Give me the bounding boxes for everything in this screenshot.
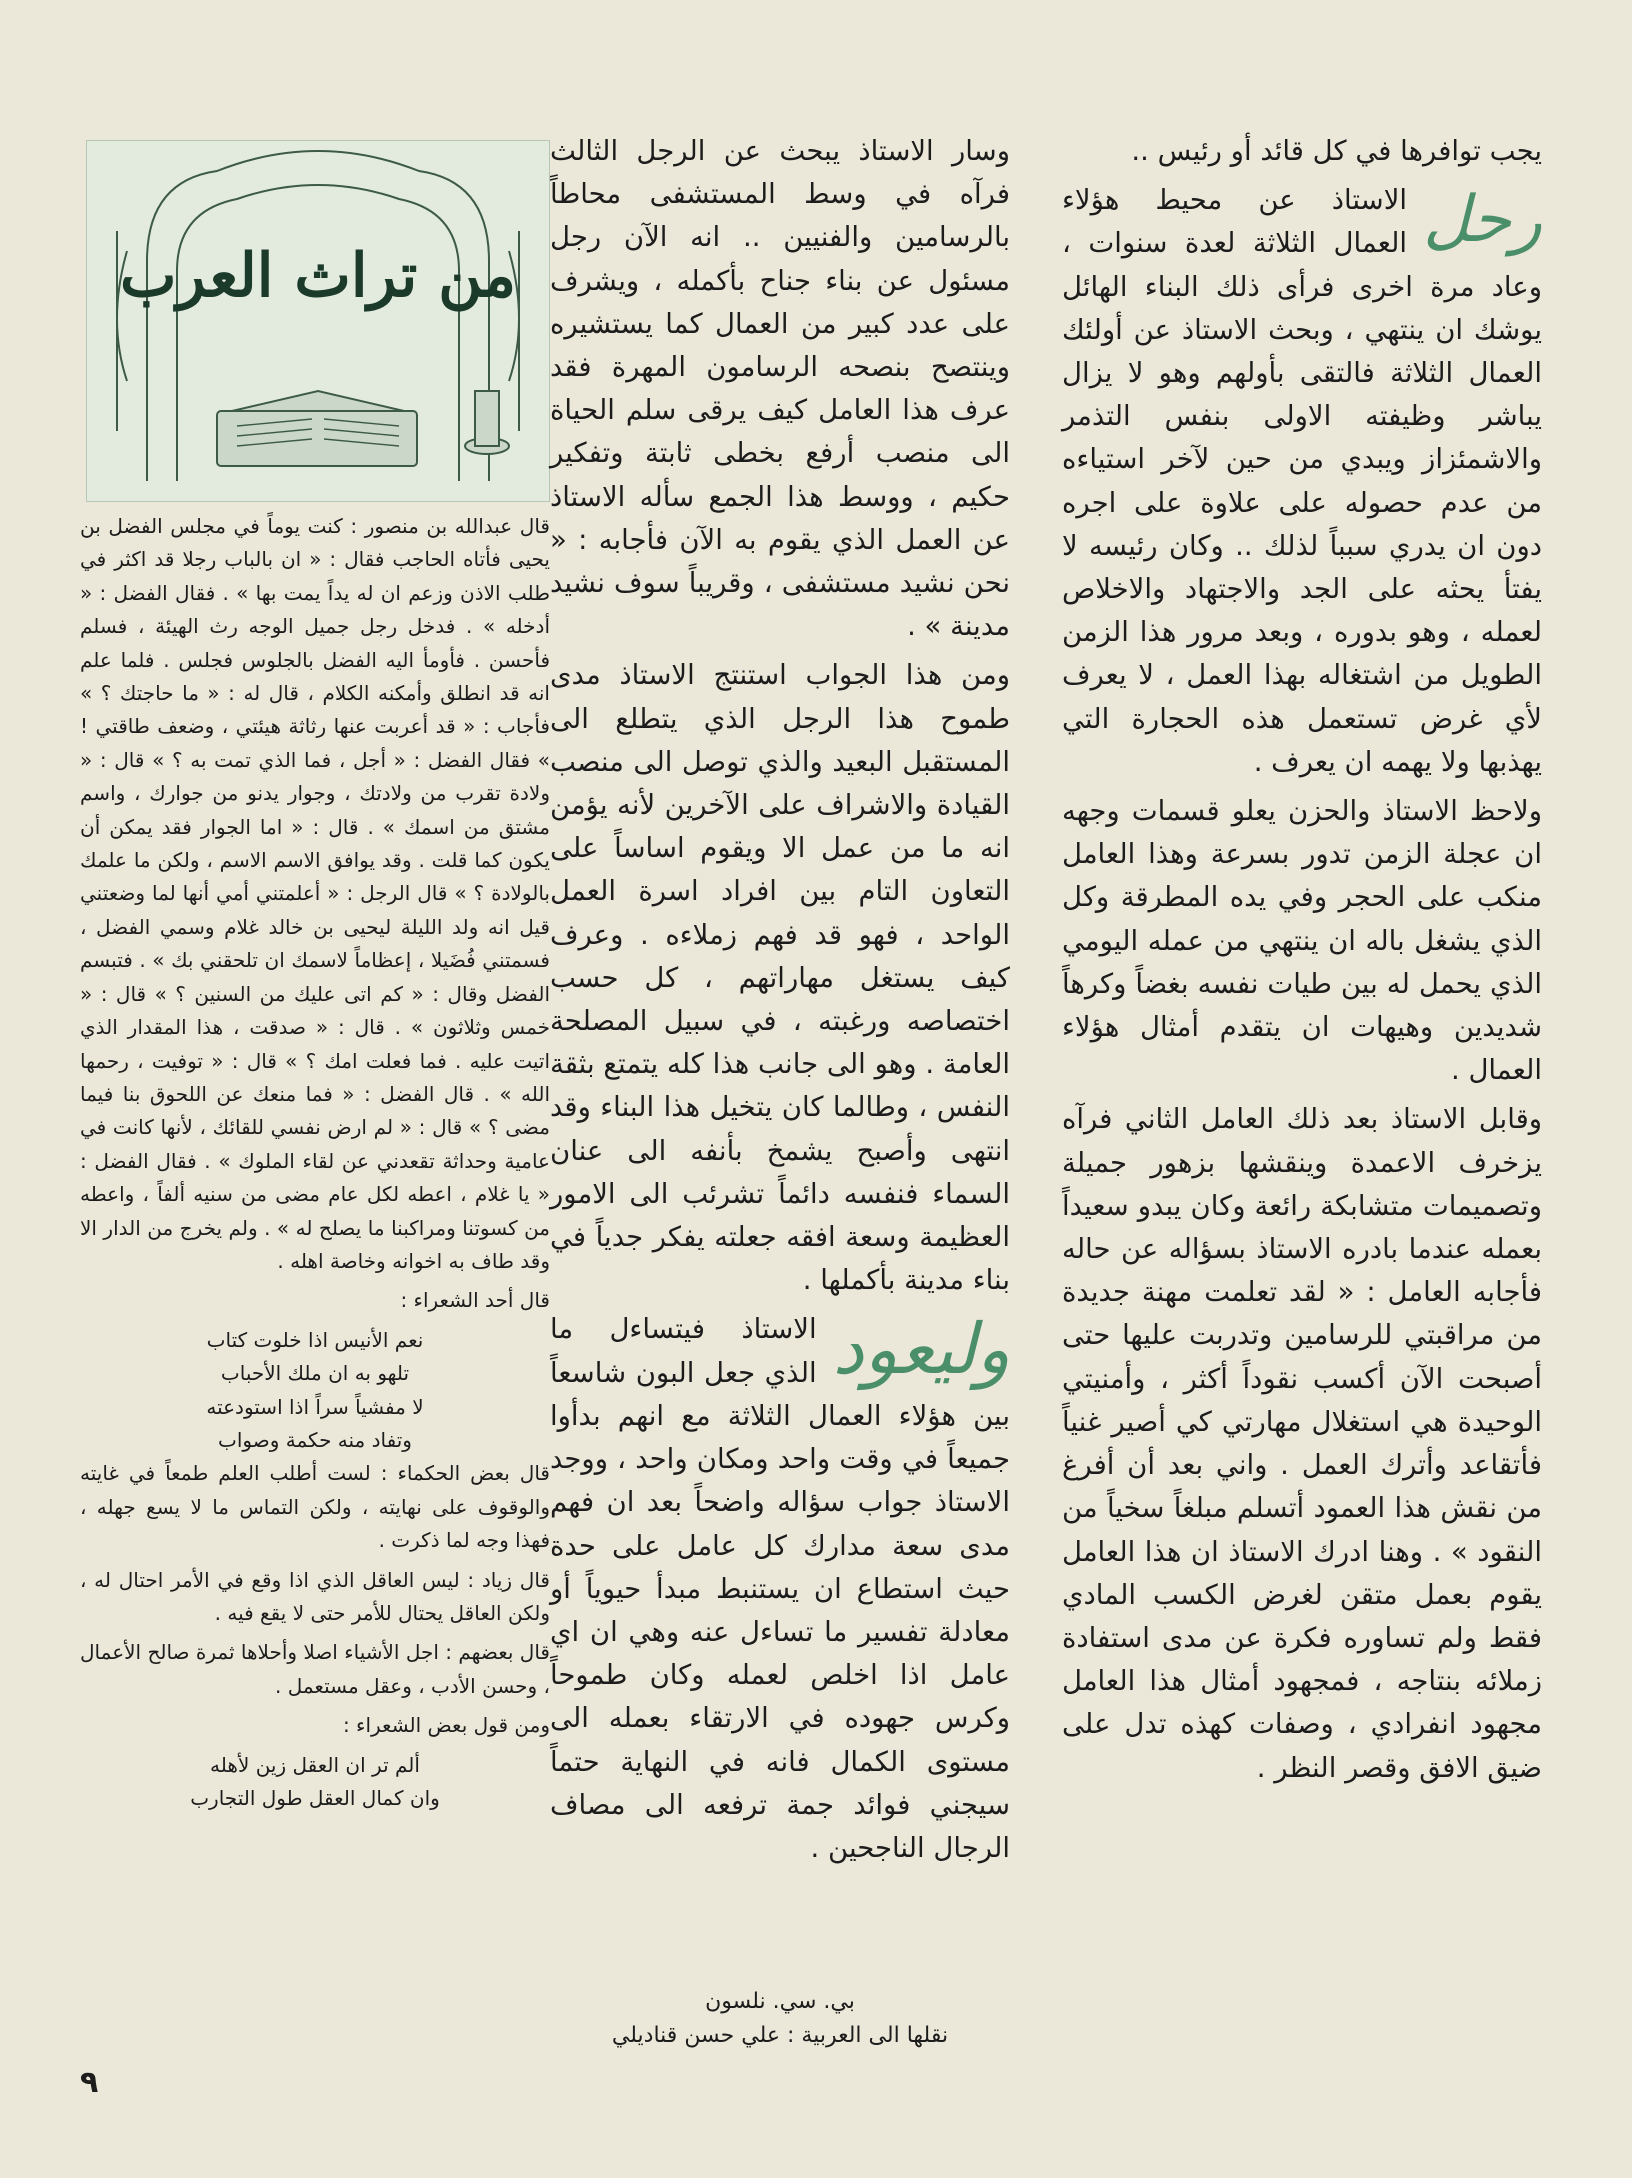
paragraph: الاستاذ عن محيط هؤلاء العمال الثلاثة لعدة سنوات ، وعاد مرة اخرى فرأى ذلك البناء الهائل يوشك ان ينتهي ، وبحث الاستاذ عن أولئك العمال الثلاثة فالتقى بأولهم وهو لا يزال يباشر وظيفته الاولى بنفس التذمر والاشمئزاز ويبدي من حين لآخر استياءه من عدم حصوله على علاوة على اجره دون ان يدري سبباً لذلك .. وكان رئيسه لا يفتأ يحثه على الجد والاجتهاد والاخلاص لعمله ، وهو بدوره ، وبعد مرور هذا الزمن الطويل من اشتغاله بهذا العمل ، لا يعرف لأي غرض تستعمل هذه الحجارة التي يهذبها ولا يهمه ان يعرف . (1062, 184, 1542, 778)
article-column-right (1062, 130, 1542, 1796)
article-credits (550, 1985, 1010, 2053)
paragraph-with-dropcap (550, 1308, 1010, 1870)
saying-paragraph: قال زياد : ليس العاقل الذي اذا وقع في الأمر احتال له ، ولكن العاقل يحتال للأمر حتى لا يقع فيه . (80, 1567, 550, 1625)
verse-line: وان كمال العقل طول التجارب (190, 1786, 440, 1811)
verse-line: لا مفشياً سراً اذا استودعته (206, 1394, 424, 1419)
page-number: ٩ (80, 2065, 99, 2100)
paragraph-with-dropcap (1062, 179, 1542, 784)
poet-intro: قال أحد الشعراء : (400, 1288, 550, 1313)
paragraph: الاستاذ فيتساءل ما الذي جعل البون شاسعاً بين هؤلاء العمال الثلاثة مع انهم بدأوا جميعاً في وقت واحد ومكان واحد ، ووجد الاستاذ جواب سؤاله واضحاً بعد ان فهم مدى سعة مدارك كل عامل على حدة حيث استطاع ان يستنبط مبدأ حيوياً أو معادلة تفسير ما تساءل عنه وهي ان اي عامل اذا اخلص لعمله وكان طموحاً وكرس جهوده في الارتقاء بعمله الى مستوى الكمال فانه في النهاية حتماً سيجني فوائد جمة ترفعه الى مصاف الرجال الناجحين . (550, 1313, 1010, 1864)
paragraph: وقابل الاستاذ بعد ذلك العامل الثاني فرآه يزخرف الاعمدة وينقشها بزهور جميلة وتصميمات متشابكة رائعة وكان يبدو سعيداً بعمله عندما بادره الاستاذ بسؤاله عن حاله فأجابه العامل : « لقد تعلمت مهنة جديدة من مراقبتي للرسامين وتدربت عليها حتى أصبحت الآن أكسب نقوداً أكثر ، وأمنيتي الوحيدة هي استغلال مهارتي كي أصير غنياً فأتقاعد وأترك العمل . واني بعد أن أفرغ من نقش هذا العمود أتسلم مبلغاً سخياً من النقود » . وهنا ادرك الاستاذ ان هذا العامل يقوم بعمل متقن لغرض الكسب المادي فقط ولم تساوره فكرة عن مدى استفادة زملائه بنتاجه ، فمجهود أمثال هذا العامل مجهود انفرادي ، وصفات كهذه تدل على ضيق الافق وقصر النظر . (1062, 1103, 1542, 1784)
dropcap-word: رحل (1423, 183, 1542, 258)
poet-intro: ومن قول بعض الشعراء : (342, 1713, 550, 1738)
section-title: من تراث العرب (119, 241, 517, 311)
author-name: بي. سي. نلسون (705, 1989, 855, 2014)
saying-paragraph: قال بعضهم : اجل الأشياء اصلا وأحلاها ثمرة صالح الأعمال ، وحسن الأدب ، وعقل مستعمل . (80, 1640, 550, 1698)
column-lead-line: يجب توافرها في كل قائد أو رئيس .. (1131, 135, 1542, 167)
paragraph: وسار الاستاذ يبحث عن الرجل الثالث فرآه في وسط المستشفى محاطاً بالرسامين والفنيين .. انه الآن رجل مسئول عن بناء جناح بأكمله ، ويشرف على عدد كبير من العمال كما يستشيره وينتصح بنصحه الرسامون المهرة فقد عرف هذا العامل كيف يرقى سلم الحياة الى منصب أرفع بخطى ثابتة وتفكير حكيم ، ووسط هذا الجمع سأله الاستاذ عن العمل الذي يقوم به الآن فأجابه : « نحن نشيد مستشفى ، وقريباً سوف نشيد مدينة » . (550, 135, 1010, 643)
section-heading-illustration (86, 140, 550, 502)
dropcap-word: وليعود (832, 1308, 1010, 1391)
verse-line: وتفاد منه حكمة وصواب (218, 1427, 412, 1452)
heritage-column (80, 510, 550, 1815)
verse-line: ألم تر ان العقل زين لأهله (210, 1752, 420, 1777)
verse-line: تلهو به ان ملك الأحباب (220, 1361, 410, 1386)
article-column-middle (550, 130, 1010, 1876)
translator-credit: نقلها الى العربية : علي حسن قناديلي (611, 2023, 949, 2048)
anecdote-paragraph: قال عبدالله بن منصور : كنت يوماً في مجلس الفضل بن يحيى فأتاه الحاجب فقال : « ان بالباب رجلا قد اكثر في طلب الاذن وزعم ان له يداً يمت بها » . فقال الفضل : « أدخله » . فدخل رجل جميل الوجه رث الهيئة ، فسلم فأحسن . فأومأ اليه الفضل بالجلوس فجلس . فلما علم انه قد انطلق وأمكنه الكلام ، قال له : « ما حاجتك ؟ » فأجاب : « قد أعربت عنها رثاثة هيئتي ، وضعف طاقتي ! » فقال الفضل : « أجل ، فما الذي تمت به ؟ » قال : « ولادة تقرب من ولادتك ، وجوار يدنو من جوارك ، واسم مشتق من اسمك » . قال : « اما الجوار فقد يمكن أن يكون كما قلت . وقد يوافق الاسم الاسم ، ولكن ما علمك بالولادة ؟ » قال الرجل : « أعلمتني أمي أنها لما وضعتني قيل انه ولد الليلة ليحيى بن خالد غلام وسمي الفضل ، فسمتني فُضَيلا ، إعظاماً لاسمك ان تلحقني بك » . فتبسم الفضل وقال : « كم اتى عليك من السنين ؟ » قال : « خمس وثلاثون » . قال : « صدقت ، هذا المقدار الذي اتيت عليه . فما فعلت امك ؟ » قال : « توفيت ، رحمها الله » . قال الفضل : « فما منعك عن اللحوق بنا فيما مضى ؟ » قال : « لم ارض نفسي للقائك ، لأنها كانت في عامية وحداثة تقعدني عن لقاء الملوك » . فقال الفضل : « يا غلام ، اعطه لكل عام مضى من سنيه ألفاً ، واعطه من كسوتنا ومراكبنا ما يصلح له » . ولم يخرج من الدار الا وقد طاف به اخوانه وخاصة اهله . (80, 514, 550, 1273)
verse-line: نعم الأنيس اذا خلوت كتاب (206, 1327, 424, 1352)
saying-paragraph: قال بعض الحكماء : لست أطلب العلم طمعاً في غايته والوقوف على نهايته ، ولكن التماس ما لا يسع جهله ، فهذا وجه لما ذكرت . (80, 1461, 550, 1553)
arch-lantern-illustration (87, 141, 549, 501)
paragraph: ومن هذا الجواب استنتج الاستاذ مدى طموح هذا الرجل الذي يتطلع الى المستقبل البعيد والذي توصل الى منصب القيادة والاشراف على الآخرين لأنه يؤمن انه ما من عمل الا ويقوم اساساً على التعاون التام بين افراد اسرة العمل الواحد ، فهو قد فهم زملاءه . وعرف كيف يستغل مهاراتهم ، كل حسب اختصاصه ورغبته ، في سبيل المصلحة العامة . وهو الى جانب هذا كله يتمتع بثقة النفس ، وطالما كان يتخيل هذا البناء وقد انتهى وأصبح يشمخ بأنفه الى عنان السماء فنفسه دائماً تشرئب الى الامور العظيمة وسعة افقه جعلته يفكر جدياً في بناء مدينة بأكملها . (550, 659, 1010, 1297)
paragraph: ولاحظ الاستاذ والحزن يعلو قسمات وجهه ان عجلة الزمن تدور بسرعة وهذا العامل منكب على الحجر وفي يده المطرقة وكل الذي يشغل باله ان ينتهي من عمله اليومي الذي يحمل له بين طيات نفسه بغضاً وكرهاً شديدين وهيهات ان يتقدم أمثال هؤلاء العمال . (1062, 795, 1542, 1087)
